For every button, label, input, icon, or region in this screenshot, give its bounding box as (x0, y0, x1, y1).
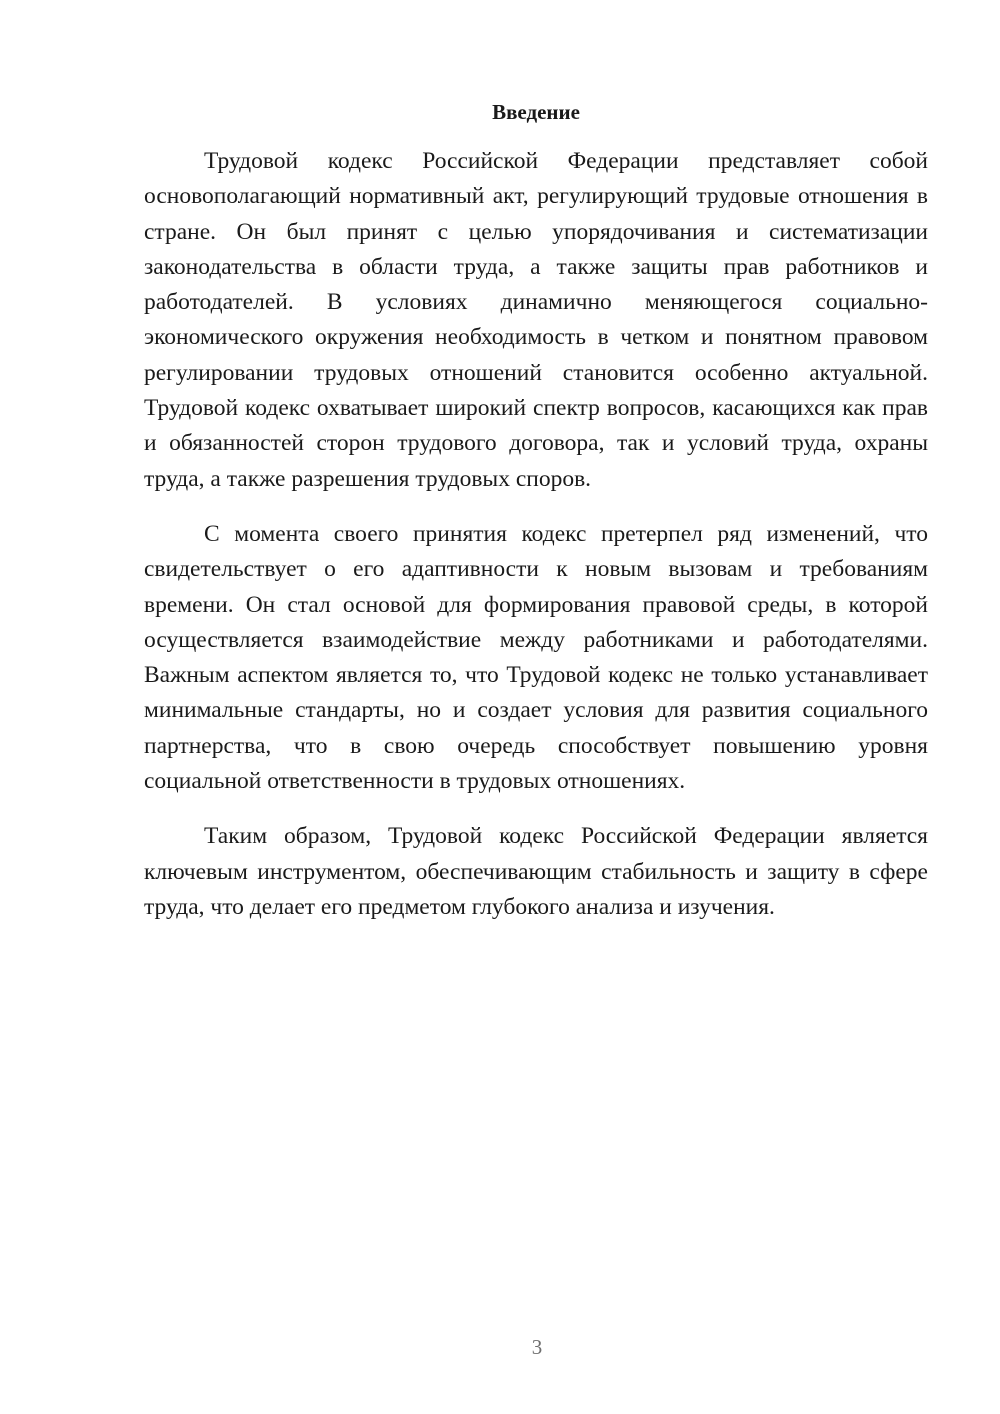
section-heading: Введение (492, 100, 580, 124)
page-content (144, 98, 928, 945)
paragraph-3: Таким образом, Трудовой кодекс Российской Федерации является ключевым инструментом, обеспечивающим стабильность и защиту в сфере труда, что делает его предметом глубокого анализа и изучения. (144, 823, 928, 920)
page-number: 3 (531, 1335, 543, 1359)
paragraph-2: С момента своего принятия кодекс претерпел ряд изменений, что свидетельствует о его адаптивности к новым вызовам и требованиям времени. Он стал основой для формирования правовой среды, в которой осуществляется взаимодействие между работниками и работодателями. Важным аспектом является то, что Трудовой кодекс не только устанавливает минимальные стандарты, но и создает условия для развития социального партнерства, что в свою очередь способствует повышению уровня социальной ответственности в трудовых отношениях. (144, 520, 928, 795)
paragraph-1: Трудовой кодекс Российской Федерации представляет собой основополагающий нормативный акт, регулирующий трудовые отношения в стране. Он был принят с целью упорядочивания и систематизации законодательства в области труда, а также защиты прав работников и работодателей. В условиях динамично меняющегося социально-экономического окружения необходимость в четком и понятном правовом регулировании трудовых отношений становится особенно актуальной. Трудовой кодекс охватывает широкий спектр вопросов, касающихся как прав и обязанностей сторон трудового договора, так и условий труда, охраны труда, а также разрешения трудовых споров. (144, 148, 928, 492)
